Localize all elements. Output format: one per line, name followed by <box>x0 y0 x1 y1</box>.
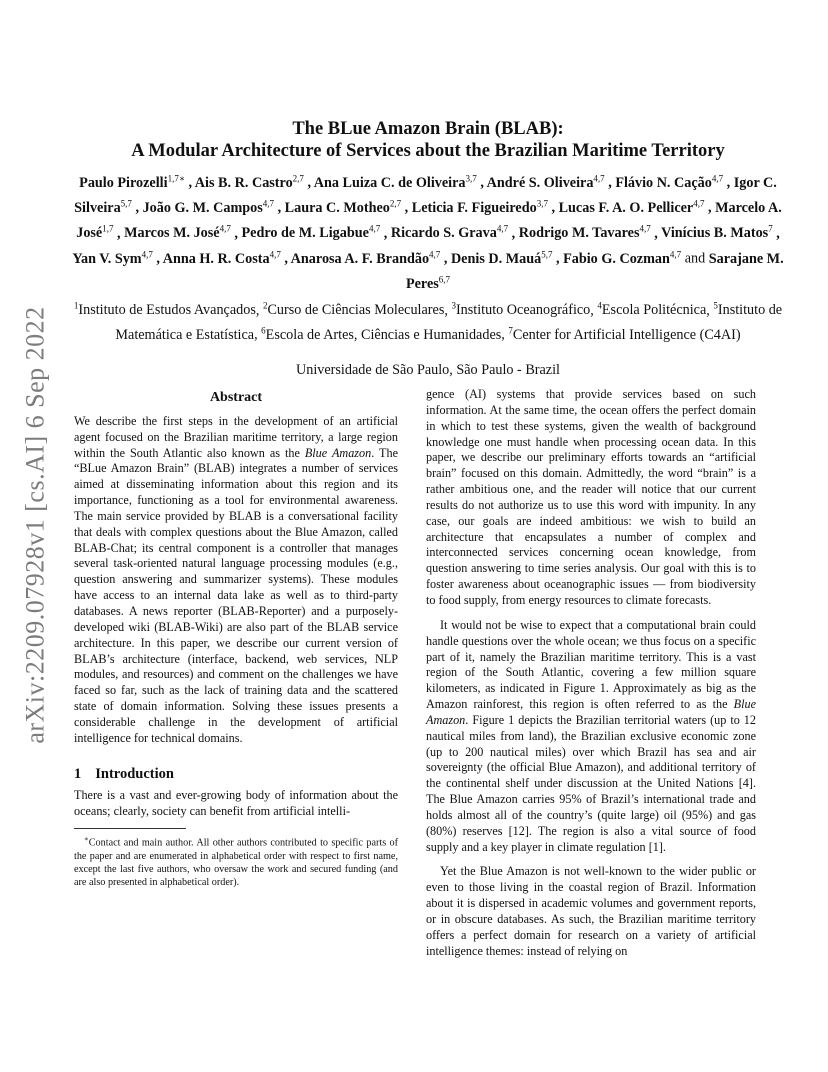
author <box>143 200 274 216</box>
author <box>285 200 401 216</box>
author-name: Denis D. Mauá <box>450 250 542 267</box>
author <box>242 225 381 241</box>
right-column <box>426 387 756 960</box>
title-line-2: A Modular Architecture of Services about the Brazilian Maritime Territory <box>131 141 725 161</box>
author-name: Ricardo S. Grava <box>390 225 497 242</box>
author-name: Leticia F. Figueiredo <box>411 200 537 217</box>
author-name: Yan V. Sym <box>72 250 142 267</box>
left-column <box>74 390 398 890</box>
author <box>391 225 508 241</box>
author <box>487 175 605 191</box>
author-affiliation-mark: 5,7 <box>120 198 132 209</box>
author-affiliation-mark: 4,7 <box>269 248 281 259</box>
author-affiliation-mark: 4,7 <box>693 198 705 209</box>
affiliation: $^5$Instituto de Matemática e Estatística <box>115 300 783 344</box>
author-affiliation-mark: 3,7 <box>536 198 548 209</box>
affiliation: $^6$Escola de Artes, Ciências e Humanidades <box>261 325 502 344</box>
section-number: 1 <box>74 765 82 782</box>
author-name: Ana Luiza C. de Oliveira <box>313 174 466 191</box>
author-affiliation-mark: 4,7 <box>669 248 682 259</box>
author-name: Lucas F. A. O. Pellicer <box>558 200 694 217</box>
affiliation: $^1$Instituto de Estudos Avançados <box>73 300 256 319</box>
author-name: Paulo Pirozelli <box>79 174 168 191</box>
author-affiliation-mark: 4,7 <box>141 248 153 259</box>
author-name: Flávio N. Cação <box>615 174 712 191</box>
author-name: Anarosa A. F. Brandão <box>290 250 430 267</box>
author-affiliation-mark: 4,7 <box>711 173 724 183</box>
paper-header <box>70 118 786 379</box>
author-name: Laura C. Motheo <box>284 200 390 217</box>
author-affiliation-mark: 2,7 <box>389 198 402 209</box>
author-name: Rodrigo M. Tavares <box>518 225 640 242</box>
section-title: Introduction <box>95 765 174 782</box>
author <box>412 200 548 216</box>
author-affiliation-mark: 1,7∗ <box>167 173 185 183</box>
author <box>290 248 441 267</box>
affiliation: $^7$Center for Artificial Intelligence (C4AI) <box>508 325 741 344</box>
abstract-body: We describe the first steps in the development of an artificial agent focused on the Brazilian maritime territory, a large region within the South Atlantic also known as the Blue Amazon. The “BLue Amazon Brain” (BLAB) integrates a number of services aimed at disseminating information about this region and its importance, functioning as a tool for environmental awareness. The main service provided by BLAB is a conversational facility that deals with complex questions about the Blue Amazon, called BLAB-Chat; its central component is a controller that manages several task-oriented natural language processing modules (e.g., question answering and summarizer systems). These modules have access to an internal data lake as well as to third-party databases. A news reporter (BLAB-Reporter) and a purposely-developed wiki (BLAB-Wiki) are also part of the BLAB service architecture. In this paper, we describe our current version of BLAB’s architecture (interface, backend, web services, NLP modules, and resources) and comment on the challenges we have faced so far, such as the lack of training data and the scattered state of domain information. Solving these issues presents a considerable challenge in the development of artificial intelligence for technical domains. <box>74 413 398 745</box>
author <box>72 248 153 267</box>
intro-paragraph-2: It would not be wise to expect that a computational brain could handle questions over the whole ocean; we thus focus on a specific part of it, namely the Brazilian maritime territory. This is a vast region of the South Atlantic, covering a few million square kilometers, as indicated in Figure 1. Approximately as big as the Amazon rainforest, this region is often referred to as the Blue Amazon. Figure 1 depicts the Brazilian territorial waters (up to 12 nautical miles from land), the Brazilian exclusive economic zone (up to 200 nautical miles) over which Brazil has sea and air sovereignty (the official Blue Amazon), and additional territory of the continental shelf under discussion at the United Nations [4]. The Blue Amazon carries 95% of Brazil’s international trade and holds almost all of the country’s (quite large) oil (95%) and gas (80%) reserves [12]. The region is also a vital source of food supply and a key player in climate regulation [1]. <box>426 617 756 854</box>
arxiv-id: arXiv:2209.07928v1 [cs.AI] 6 Sep 2022 <box>21 306 50 744</box>
author <box>450 248 553 267</box>
author <box>559 200 705 216</box>
abstract-heading: Abstract <box>209 390 263 405</box>
author-affiliation-mark: 4,7 <box>262 198 275 209</box>
intro-paragraph-1-end: gence (AI) systems that provide services based on such information. At the same time, the ocean offers the perfect domain in which to test these systems, given the wealth of background knowledge one must handle when processing ocean data. In this paper, we describe our preliminary efforts towards an “artificial brain” focused on this domain. Admittedly, the word “brain” is a rather ambitious one, and the reader will notice that our current results do not authorize us to use this word with impunity. In any case, our goals are indeed ambitious: we wish to build an architecture that encapsulates a number of complex and interconnected services concerning ocean knowledge, from question answering to time series analysis. Our goal with this is to foster awareness about oceanographic issues — from biodiversity to food supply, from energy resources to climate forecasts. <box>426 387 756 607</box>
title-line-1: The BLue Amazon Brain (BLAB): <box>292 119 564 139</box>
paper-title <box>70 118 786 162</box>
affiliation: $^2$Curso de Ciências Moleculares <box>262 300 445 319</box>
university: Universidade de São Paulo, São Paulo - Brazil <box>296 362 560 379</box>
author <box>661 225 773 241</box>
author <box>314 175 477 191</box>
author <box>195 175 304 191</box>
author-name: Ais B. R. Castro <box>194 174 293 191</box>
author <box>519 225 651 241</box>
author-name: Marcos M. José <box>124 225 220 242</box>
author-name: Marcelo A. José <box>76 200 782 242</box>
affiliation-list: $^1$Instituto de Estudos Avançados, $^2$Curso de Ciências Moleculares, $^3$Instituto Oceanográfico, $^4$Escola Politécnica, $^5$Instituto de Matemática e Estatística, $^6$Escola de Artes, Ciências e Humanidades, $^7$Center for Artificial Intelligence (C4AI) <box>73 300 783 344</box>
author-affiliation-mark: 4,7 <box>429 248 441 259</box>
footnote: ∗Contact and main author. All other authors contributed to specific parts of the paper and are enumerated in alphabetical order with respect to first name, except the last five authors, who oversaw the work and secured funding (and are also presented in alphabetical order). <box>74 835 398 889</box>
author <box>563 248 682 267</box>
section-heading-introduction <box>74 767 398 783</box>
author <box>615 175 723 191</box>
intro-paragraph-3: Yet the Blue Amazon is not well-known to the wider public or even to those living in the coastal region of Brazil. Information about it is dispersed in academic volumes and government reports, or in obscure databases. As such, the Brazilian maritime territory offers a perfect domain for research on a variety of artificial intelligence themes: instead of relying on <box>426 864 756 958</box>
author-name: Igor C. Silveira <box>74 174 777 217</box>
author-affiliation-mark: 2,7 <box>292 173 304 183</box>
author <box>162 248 281 267</box>
affiliation: $^3$Instituto Oceanográfico <box>451 300 591 319</box>
author-affiliation-mark: 5,7 <box>541 248 553 259</box>
arxiv-stamp <box>6 300 66 750</box>
author-affiliation-mark: 7 <box>768 223 773 234</box>
author <box>124 225 231 241</box>
author-affiliation-mark: 6,7 <box>438 274 451 285</box>
author-affiliation-mark: 4,7 <box>368 223 381 234</box>
author-name: Vinícius B. Matos <box>661 225 769 242</box>
author-affiliation-mark: 4,7 <box>219 223 231 234</box>
author-name: André S. Oliveira <box>486 174 594 191</box>
author-affiliation-mark: 4,7 <box>639 223 651 234</box>
author-name: Anna H. R. Costa <box>162 250 270 267</box>
author-affiliation-mark: 1,7 <box>102 223 114 234</box>
footnote-rule <box>74 828 186 829</box>
intro-paragraph-1-start: There is a vast and ever-growing body of information about the oceans; clearly, society can benefit from artificial intelli- <box>74 788 398 819</box>
author-and: and <box>684 250 706 267</box>
affiliation: $^4$Escola Politécnica <box>597 300 707 319</box>
author-affiliation-mark: 4,7 <box>593 173 605 183</box>
author-name: João G. M. Campos <box>142 200 263 217</box>
author-name: Pedro de M. Ligabue <box>241 225 369 242</box>
author-name: Fabio G. Cozman <box>563 250 670 267</box>
author-affiliation-mark: 3,7 <box>465 173 477 183</box>
author-list: Paulo Pirozelli$^{1,7∗}$ , Ais B. R. Castro$^{2,7}$ , Ana Luiza C. de Oliveira$^{3,7}$ , André S. Oliveira$^{4,7}$ , Flávio N. Cação$^{4,7}$ , Igor C. Silveira$^{5,7}$ , João G. M. Campos$^{4,7}$ , Laura C. Motheo$^{2,7}$ , Leticia F. Figueiredo$^{3,7}$ , Lucas F. A. O. Pellicer$^{4,7}$ , Marcelo A. José$^{1,7}$ , Marcos M. José$^{4,7}$ , Pedro de M. Ligabue$^{4,7}$ , Ricardo S. Grava$^{4,7}$ , Rodrigo M. Tavares$^{4,7}$ , Vinícius B. Matos$^7$ , Yan V. Sym$^{4,7}$ , Anna H. R. Costa$^{4,7}$ , Anarosa A. F. Brandão$^{4,7}$ , Denis D. Mauá$^{5,7}$ , Fabio G. Cozman$^{4,7}$ and Sarajane M. Peres$^{6,7}$ <box>72 173 784 293</box>
author-affiliation-mark: 4,7 <box>496 223 509 234</box>
author <box>79 175 185 191</box>
author-name: Sarajane M. Peres <box>405 250 784 293</box>
